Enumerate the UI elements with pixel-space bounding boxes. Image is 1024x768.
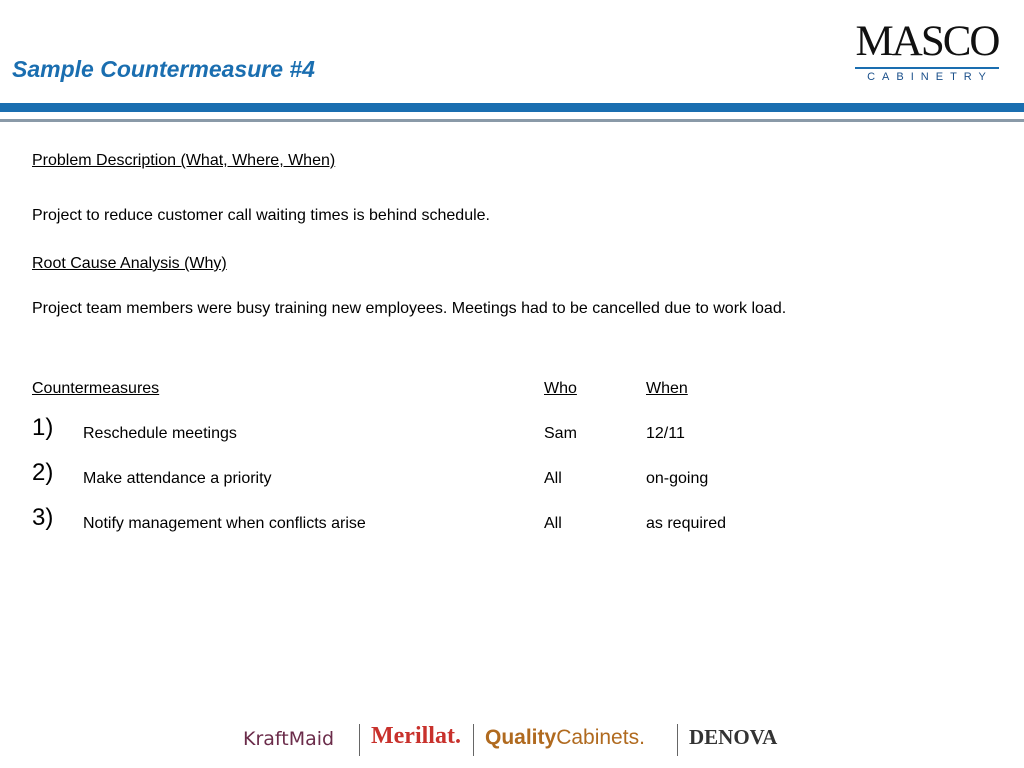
- logo-rule: [855, 67, 999, 69]
- item-who: All: [544, 515, 562, 532]
- brand-logos: [243, 712, 783, 762]
- problem-heading: Problem Description (What, Where, When): [32, 152, 336, 169]
- masco-cabinetry-logo: [853, 20, 1001, 82]
- root-cause-heading: Root Cause Analysis (Why): [32, 255, 227, 272]
- item-when: 12/11: [646, 425, 685, 442]
- countermeasure-row: [0, 459, 1024, 499]
- cabinets-word: Cabinets.: [556, 726, 645, 749]
- brand-separator: [473, 724, 474, 756]
- denova-logo: DENOVA: [689, 725, 778, 749]
- logo-subtitle: CABINETRY: [867, 71, 993, 83]
- quality-cabinets-logo: [485, 726, 645, 750]
- header-band: [0, 103, 1024, 112]
- brand-separator: [677, 724, 678, 756]
- header-rule: [0, 119, 1024, 122]
- item-description: Reschedule meetings: [83, 425, 237, 442]
- brand-separator: [359, 724, 360, 756]
- problem-text: Project to reduce customer call waiting times is behind schedule.: [32, 207, 490, 224]
- item-number: 3): [32, 504, 54, 531]
- item-who: Sam: [544, 425, 577, 442]
- item-who: All: [544, 470, 562, 487]
- item-description: Make attendance a priority: [83, 470, 272, 487]
- kraftmaid-logo: KraftMaid: [243, 728, 335, 750]
- countermeasure-row: [0, 414, 1024, 454]
- countermeasures-heading: Countermeasures: [32, 380, 160, 397]
- item-when: as required: [646, 515, 727, 532]
- slide-title: Sample Countermeasure #4: [12, 56, 315, 82]
- root-cause-text: Project team members were busy training new employees. Meetings had to be cancelled due to work load.: [32, 300, 787, 317]
- item-number: 1): [32, 414, 54, 441]
- countermeasure-row: [0, 504, 1024, 544]
- when-heading: When: [646, 380, 688, 397]
- item-number: 2): [32, 459, 54, 486]
- who-heading: Who: [544, 380, 577, 397]
- item-when: on-going: [646, 470, 709, 487]
- quality-word: Quality: [485, 726, 557, 749]
- logo-wordmark: MASCO: [855, 18, 999, 65]
- merillat-logo: Merillat.: [371, 723, 461, 749]
- item-description: Notify management when conflicts arise: [83, 515, 366, 532]
